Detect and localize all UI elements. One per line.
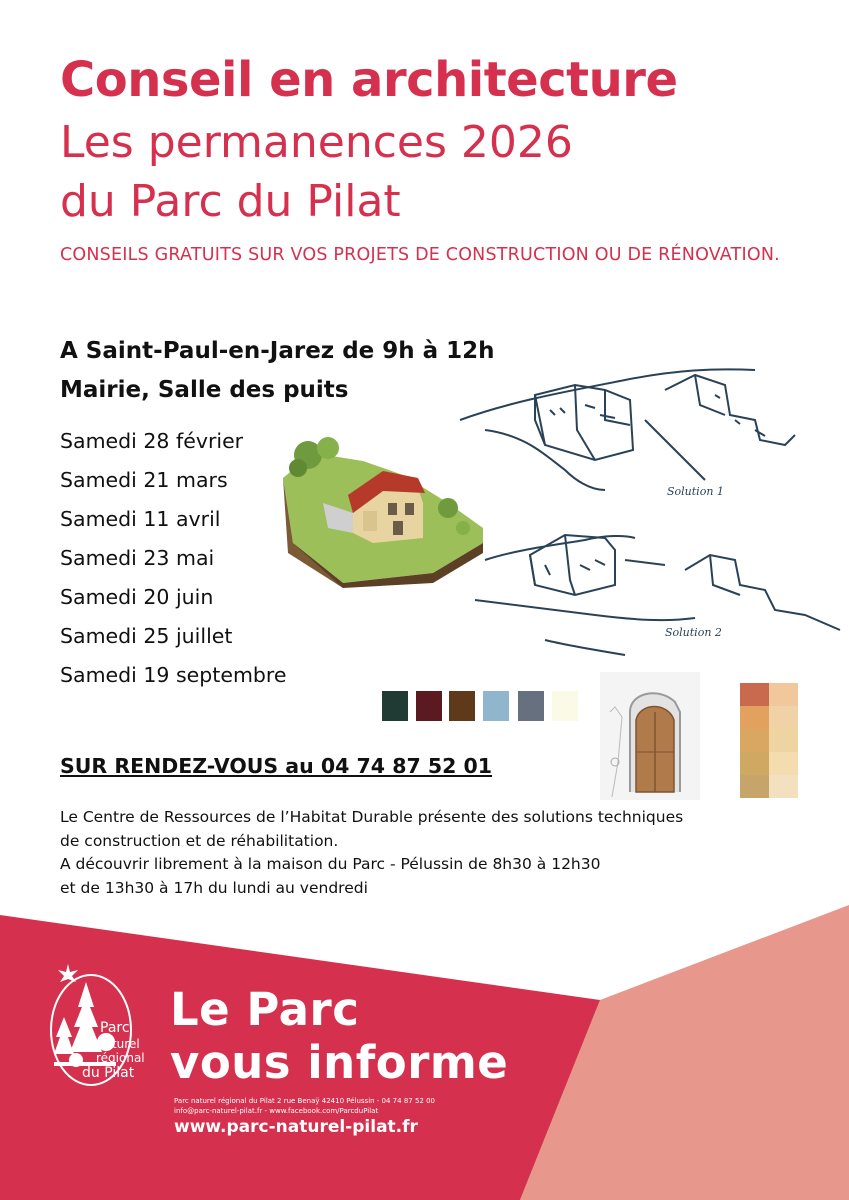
logo-text-regional: régional [96,1051,145,1065]
palette-cell [769,775,798,798]
logo-text-naturel: naturel [97,1037,140,1051]
palette-cell [740,706,769,729]
date-item: Samedi 23 mai [60,546,215,570]
palette-cell [740,729,769,752]
dates-list [60,426,287,699]
footer-slogan-line2: vous informe [170,1036,509,1089]
logo-text-parc: Parc [100,1020,130,1036]
logo-text-du-pilat: du Pilat [82,1065,135,1081]
footer-address: Parc naturel régional du Pilat 2 rue Benaÿ 42410 Pélussin - 04 74 87 52 00 [174,1097,435,1105]
palette-grid [740,683,798,798]
swatch [416,691,442,721]
palette-cell [769,706,798,729]
info-line: de construction et de réhabilitation. [60,831,339,850]
solution2-label: Solution 2 [665,626,722,639]
palette-cell [769,729,798,752]
date-item: Samedi 11 avril [60,507,221,531]
page-subtitle-line1: Les permanences 2026 [60,117,573,168]
date-item: Samedi 19 septembre [60,663,287,687]
swatch [552,691,578,721]
info-line: Le Centre de Ressources de l’Habitat Durable présente des solutions techniques [60,808,684,826]
footer-slogan-line1: Le Parc [170,983,360,1036]
tagline: CONSEILS GRATUITS SUR VOS PROJETS DE CONSTRUCTION OU DE RÉNOVATION. [60,245,780,265]
palette-cell [769,683,798,706]
swatch [518,691,544,721]
appointment-phone: SUR RENDEZ-VOUS au 04 74 87 52 01 [60,754,493,778]
swatch [483,691,509,721]
page-subtitle-line2: du Parc du Pilat [60,176,401,227]
door-drawing [600,672,700,800]
palette-cell [769,752,798,775]
house-terrain-illustration [283,433,483,588]
swatch [449,691,475,721]
palette-cell [740,775,769,798]
date-item: Samedi 20 juin [60,585,214,609]
info-line: A découvrir librement à la maison du Parc - Pélussin de 8h30 à 12h30 [60,855,601,873]
solution1-label: Solution 1 [667,485,724,498]
location-line1: A Saint-Paul-en-Jarez de 9h à 12h [60,338,495,364]
page-title: Conseil en architecture [60,52,678,108]
info-paragraph [60,806,750,900]
architectural-sketches [455,360,849,660]
location-line2: Mairie, Salle des puits [60,377,349,403]
date-item: Samedi 21 mars [60,468,228,492]
date-item: Samedi 25 juillet [60,624,233,648]
footer-website-link[interactable]: www.parc-naturel-pilat.fr [174,1117,418,1137]
info-line: et de 13h30 à 17h du lundi au vendredi [60,878,368,897]
swatch [382,691,408,721]
palette-cell [740,752,769,775]
palette-cell [740,683,769,706]
date-item: Samedi 28 février [60,429,244,453]
footer-contacts: info@parc-naturel-pilat.fr - www.facebook.com/ParcduPilat [174,1107,379,1115]
